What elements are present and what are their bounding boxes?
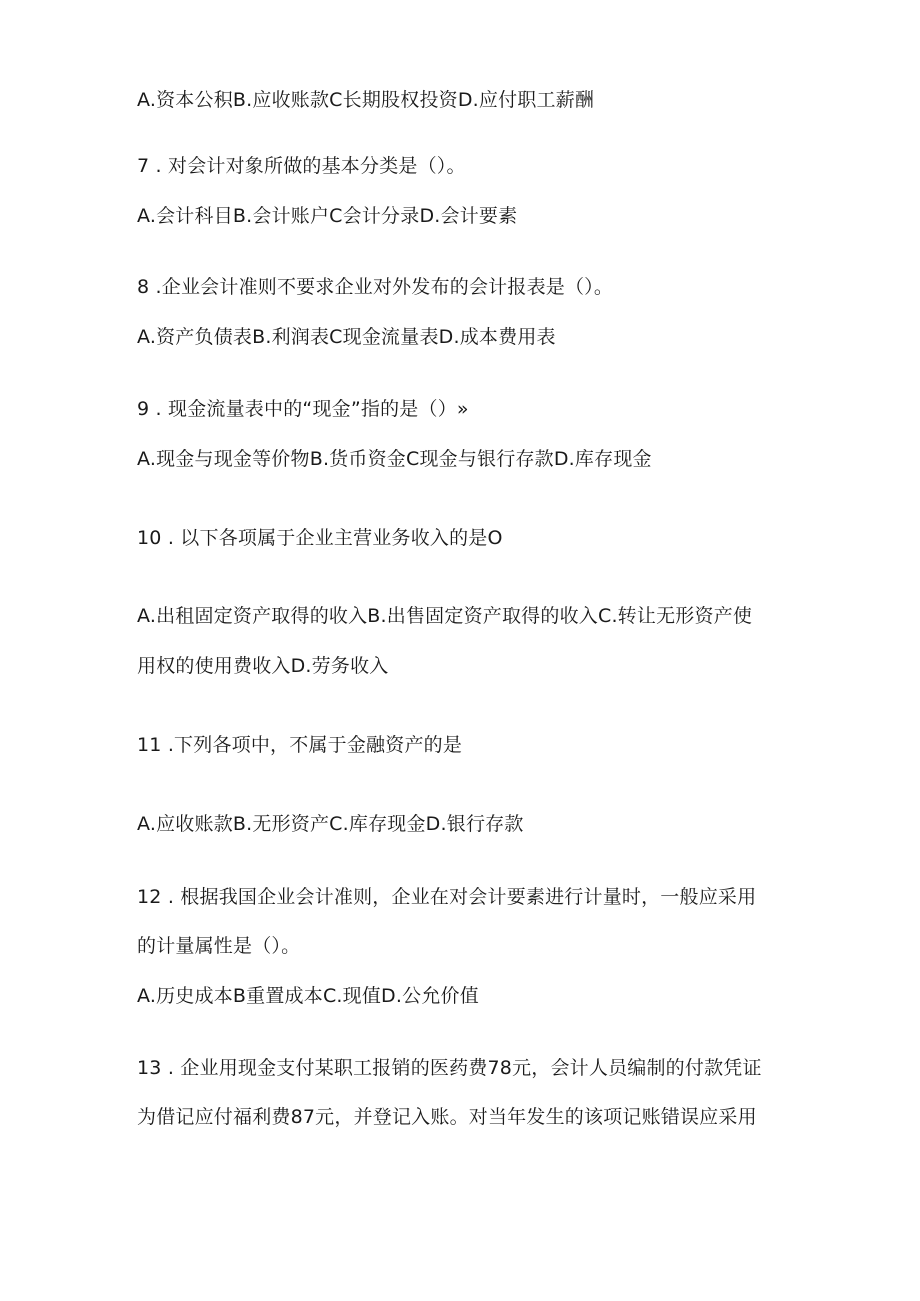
q12-question-line1: 12 . 根据我国企业会计准则，企业在对会计要素进行计量时，一般应采用 <box>137 886 757 908</box>
q9-options: A.现金与现金等价物B.货币资金C现金与银行存款D.库存现金 <box>137 448 652 470</box>
q10-question: 10 . 以下各项属于企业主营业务收入的是O <box>137 527 503 549</box>
q10-options-line1: A.出租固定资产取得的收入B.出售固定资产取得的收入C.转让无形资产使 <box>137 605 753 627</box>
q12-options: A.历史成本B重置成本C.现值D.公允价值 <box>137 985 479 1007</box>
q9-question: 9 . 现金流量表中的“现金”指的是（）» <box>137 398 469 420</box>
q8-options: A.资产负债表B.利润表C现金流量表D.成本费用表 <box>137 326 556 348</box>
q7-options: A.会计科目B.会计账户C会计分录D.会计要素 <box>137 205 518 227</box>
q13-question-line2: 为借记应付福利费87元，并登记入账。对当年发生的该项记账错误应采用 <box>137 1106 757 1128</box>
q12-question-line2: 的计量属性是（）。 <box>137 935 301 957</box>
q13-question-line1: 13 . 企业用现金支付某职工报销的医药费78元，会计人员编制的付款凭证 <box>137 1057 762 1079</box>
q6-options: A.资本公积B.应收账款C长期股权投资D.应付职工薪酬 <box>137 89 595 111</box>
q10-options-line2: 用权的使用费收入D.劳务收入 <box>137 655 389 677</box>
q8-question: 8 .企业会计准则不要求企业对外发布的会计报表是（）。 <box>137 276 614 298</box>
q7-question: 7 . 对会计对象所做的基本分类是（）。 <box>137 155 466 177</box>
q11-question: 11 .下列各项中，不属于金融资产的是 <box>137 734 463 756</box>
q11-options: A.应收账款B.无形资产C.库存现金D.银行存款 <box>137 813 524 835</box>
